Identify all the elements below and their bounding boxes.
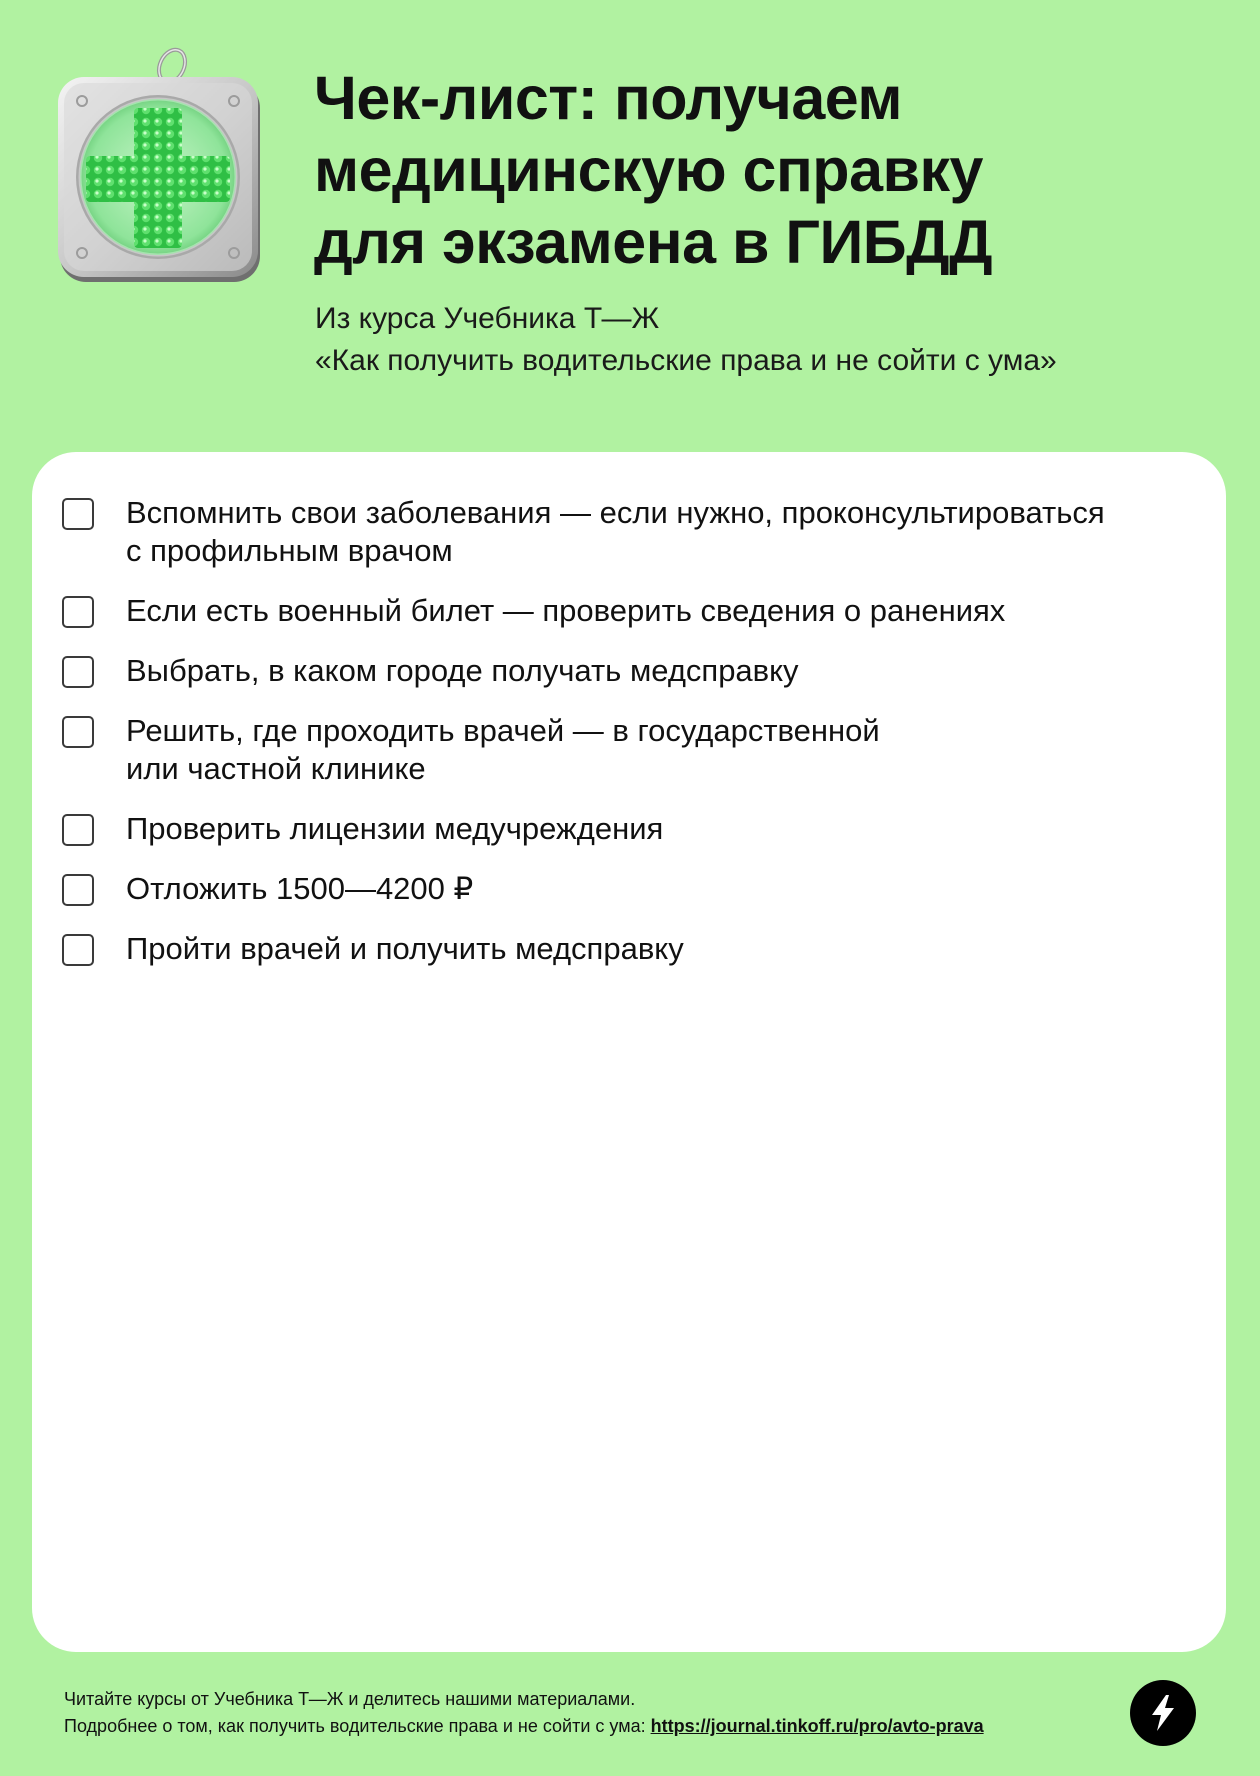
footer-line-1: Читайте курсы от Учебника Т—Ж и делитесь нашими материалами. — [64, 1689, 636, 1709]
checklist-item — [62, 712, 1192, 788]
footer-line-2-prefix: Подробнее о том, как получить водительские права и не сойти с ума: — [64, 1716, 651, 1736]
title-line: Чек-лист: получаем — [314, 64, 902, 132]
checkbox[interactable] — [62, 656, 94, 688]
footer — [64, 1686, 1124, 1740]
checklist-item — [62, 652, 1192, 690]
green-cross-badge-icon — [56, 44, 266, 284]
title-line: для экзамена в ГИБДД — [314, 208, 993, 276]
checklist-item — [62, 592, 1192, 630]
checklist-item — [62, 810, 1192, 848]
subtitle-line: «Как получить водительские права и не сойти с ума» — [315, 344, 1057, 377]
footer-line-2 — [64, 1713, 1124, 1740]
checklist-item-text: Решить, где проходить врачей — в государственной или частной клинике — [126, 713, 880, 786]
checkbox[interactable] — [62, 716, 94, 748]
checklist-item-text: Отложить 1500—4200 ₽ — [126, 871, 474, 906]
checklist-item-text: Вспомнить свои заболевания — если нужно, проконсультироваться с профильным врачом — [126, 495, 1105, 568]
checkbox[interactable] — [62, 596, 94, 628]
checklist-item — [62, 930, 1192, 968]
checklist-item — [62, 494, 1192, 570]
checklist-card — [32, 452, 1226, 1652]
checkbox[interactable] — [62, 934, 94, 966]
checkbox[interactable] — [62, 874, 94, 906]
checklist — [62, 494, 1192, 990]
checklist-item-text: Проверить лицензии медучреждения — [126, 811, 664, 846]
checklist-item — [62, 870, 1192, 908]
checklist-item-text: Если есть военный билет — проверить сведения о ранениях — [126, 593, 1006, 628]
course-link[interactable]: https://journal.tinkoff.ru/pro/avto-prava — [650, 1716, 984, 1736]
header — [0, 0, 1260, 420]
checklist-item-text: Выбрать, в каком городе получать медсправку — [126, 653, 799, 688]
lightning-bolt-logo-icon — [1130, 1680, 1196, 1746]
checkbox[interactable] — [62, 814, 94, 846]
subtitle-line: Из курса Учебника Т—Ж — [315, 302, 660, 335]
course-subtitle — [315, 298, 1215, 382]
title-line: медицинскую справку — [314, 136, 983, 204]
page-title — [314, 62, 1214, 278]
checklist-item-text: Пройти врачей и получить медсправку — [126, 931, 684, 966]
checkbox[interactable] — [62, 498, 94, 530]
